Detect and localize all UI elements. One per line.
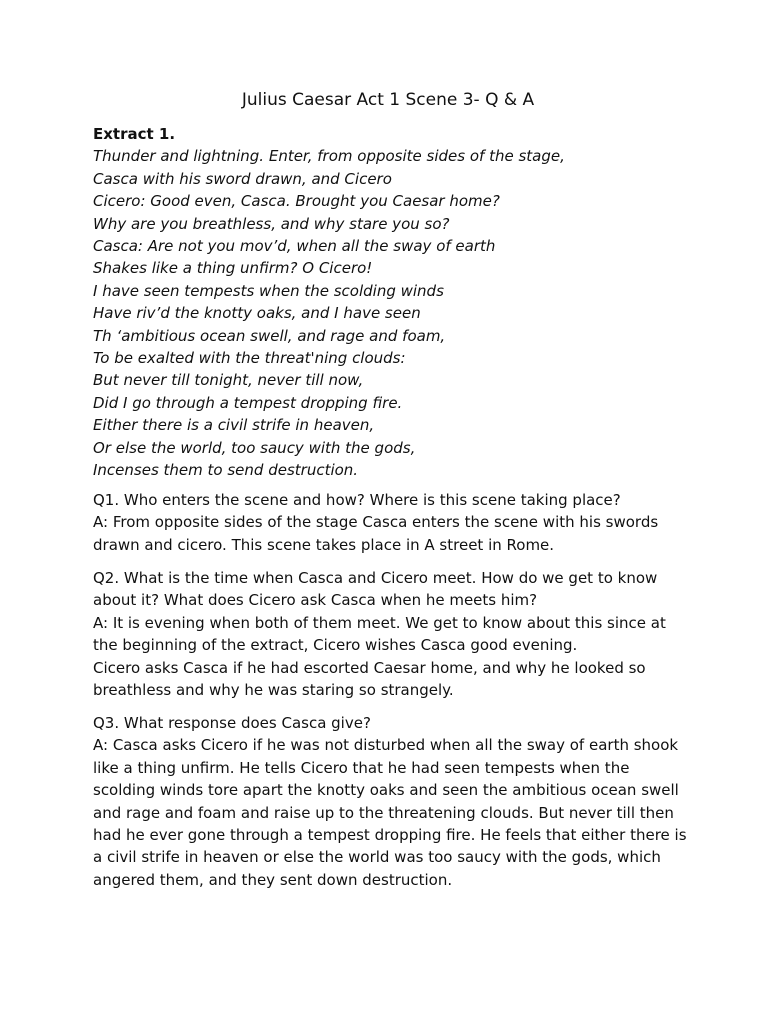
document-title: Julius Caesar Act 1 Scene 3- Q & A: [241, 90, 535, 110]
qa-block-q2: [93, 567, 683, 701]
extract-line: Cicero: Good even, Casca. Brought you Caesar home?: [93, 192, 500, 211]
answer-line: scolding winds tore apart the knotty oaks and seen the ambitious ocean swell: [93, 781, 679, 800]
qa-paragraph: [93, 489, 683, 556]
extract-line: Shakes like a thing unfirm? O Cicero!: [93, 259, 373, 278]
extract-line: Casca with his sword drawn, and Cicero: [93, 169, 392, 188]
answer-line: A: From opposite sides of the stage Casca enters the scene with his swords: [93, 513, 659, 532]
extract-line: Either there is a civil strife in heaven,: [93, 416, 375, 435]
extract-line: Or else the world, too saucy with the gods,: [93, 438, 416, 457]
qa-paragraph: [93, 712, 687, 891]
qa-paragraph: [93, 567, 683, 701]
extract-line: To be exalted with the threat'ning clouds:: [93, 349, 406, 368]
answer-line: a civil strife in heaven or else the world was too saucy with the gods, which: [93, 848, 661, 867]
extract-line: Casca: Are not you mov’d, when all the sway of earth: [93, 237, 496, 256]
extract-line: Th ‘ambitious ocean swell, and rage and foam,: [93, 326, 446, 345]
answer-line: A: Casca asks Cicero if he was not disturbed when all the sway of earth shook: [93, 736, 679, 755]
extract-line: But never till tonight, never till now,: [93, 371, 364, 390]
extract-heading: Extract 1.: [93, 125, 176, 143]
extract-line: Incenses them to send destruction.: [93, 461, 359, 480]
extract-line: Have riv’d the knotty oaks, and I have seen: [93, 304, 421, 323]
extract-line: Thunder and lightning. Enter, from opposite sides of the stage,: [93, 147, 565, 166]
answer-line: angered them, and they sent down destruction.: [93, 870, 453, 889]
qa-block-q1: [93, 489, 683, 556]
answer-line: A: It is evening when both of them meet. We get to know about this since at: [93, 613, 666, 632]
extract-lines: [93, 145, 683, 481]
answer-line: had he ever gone through a tempest dropping fire. He feels that either there is: [93, 826, 687, 845]
answer-line: breathless and why he was staring so strangely.: [93, 681, 454, 700]
answer-line: and rage and foam and raise up to the threatening clouds. But never till then: [93, 803, 674, 822]
extract-line: Did I go through a tempest dropping fire.: [93, 393, 403, 412]
answer-line: Cicero asks Casca if he had escorted Caesar home, and why he looked so: [93, 658, 646, 677]
question-line: Q1. Who enters the scene and how? Where is this scene taking place?: [93, 491, 621, 509]
question-line: about it? What does Cicero ask Casca when he meets him?: [93, 591, 538, 610]
question-line: Q3. What response does Casca give?: [93, 714, 371, 732]
qa-block-q3: [93, 712, 687, 891]
answer-line: like a thing unfirm. He tells Cicero that he had seen tempests when the: [93, 758, 630, 777]
extract-line: Why are you breathless, and why stare you so?: [93, 214, 450, 233]
extract-line: I have seen tempests when the scolding winds: [93, 281, 444, 300]
extract-block: [93, 123, 683, 482]
answer-line: drawn and cicero. This scene takes place in A street in Rome.: [93, 535, 555, 554]
question-line: Q2. What is the time when Casca and Cicero meet. How do we get to know: [93, 569, 658, 587]
answer-line: the beginning of the extract, Cicero wishes Casca good evening.: [93, 636, 578, 655]
